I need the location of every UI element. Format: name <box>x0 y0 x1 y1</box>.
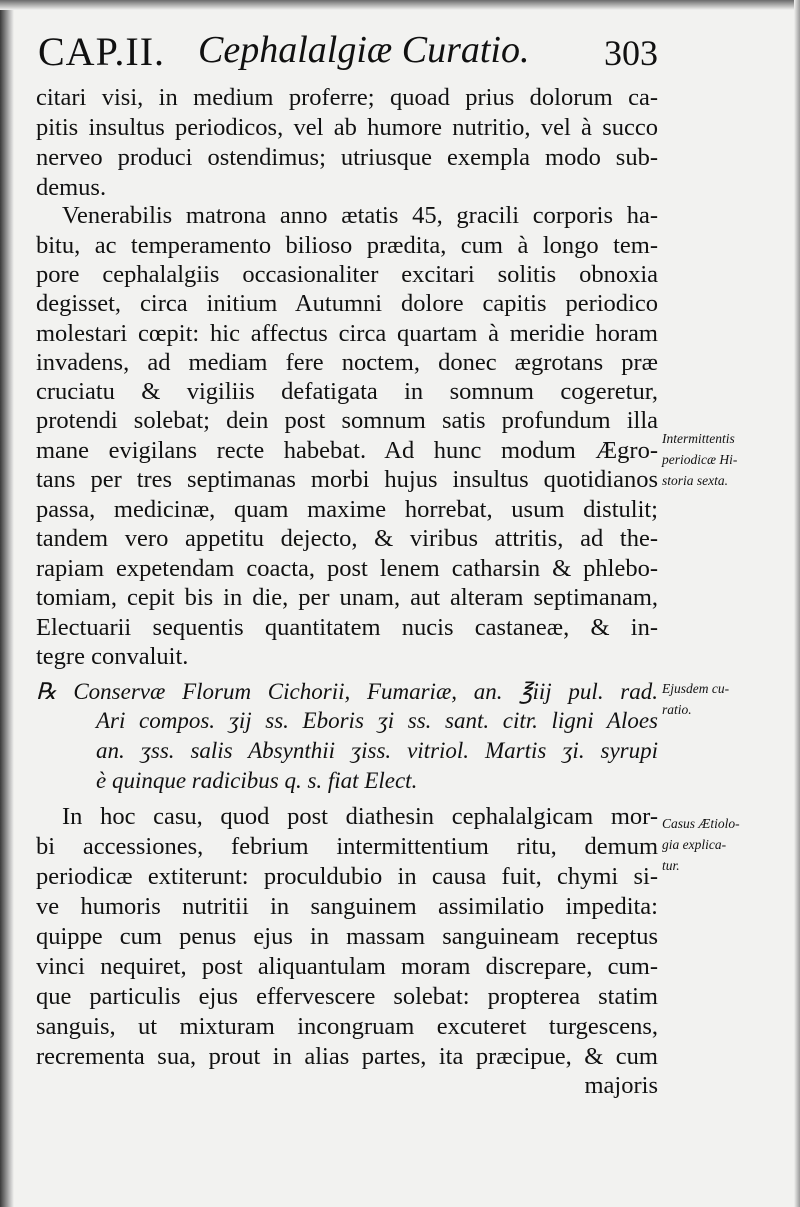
text-line: quippe cum penus ejus in massam sanguineam receptus <box>36 923 658 950</box>
margin-note-line: ratio. <box>662 702 692 717</box>
text-line: tandem vero appetitu dejecto, & viribus attritis, ad the- <box>36 525 658 552</box>
text-line: bitu, ac temperamento bilioso prædita, cum à longo tem- <box>36 232 658 259</box>
text-line: invadens, ad mediam fere noctem, donec ægrotans præ <box>36 349 658 376</box>
text-line: bi accessiones, febrium intermittentium ritu, demum <box>36 833 658 860</box>
text-line: protendi solebat; dein post somnum satis profundum illa <box>36 407 658 434</box>
text-line: mane evigilans recte habebat. Ad hunc modum Ægro- <box>36 437 658 464</box>
text-line: Venerabilis matrona anno ætatis 45, gracili corporis ha- <box>62 202 658 229</box>
text-line: sanguis, ut mixturam incongruam excuteret turgescens, <box>36 1013 658 1040</box>
margin-note <box>662 428 792 491</box>
page-right-shadow <box>794 0 800 1207</box>
margin-note-line: tur. <box>662 858 680 873</box>
text-line: nerveo produci ostendimus; utriusque exempla modo sub- <box>36 144 658 171</box>
page-edge-shadow <box>0 0 14 1207</box>
running-header <box>38 22 658 82</box>
running-title: Cephalalgiæ Curatio. <box>198 29 530 71</box>
recipe-line: an. ʒss. salis Absynthii ʒiss. vitriol. Martis ʒi. syrupi <box>96 738 658 763</box>
text-line: tomiam, cepit bis in die, per unam, aut alteram septimanam, <box>36 584 658 611</box>
text-line: que particulis ejus effervescere solebat: propterea statim <box>36 983 658 1010</box>
text-line: tegre convaluit. <box>36 643 189 670</box>
recipe-line: ℞ Conservæ Florum Cichorii, Fumariæ, an. ℥iij pul. rad. <box>36 679 658 704</box>
text-line: pitis insultus periodicos, vel ab humore nutritio, vel à succo <box>36 114 658 141</box>
text-line: periodicæ extiterunt: proculdubio in causa fuit, chymi si- <box>36 863 658 890</box>
recipe-line: Ari compos. ʒij ss. Eboris ʒi ss. sant. citr. ligni Aloes <box>96 708 658 733</box>
margin-note-line: gia explica- <box>662 837 727 852</box>
text-line: Electuarii sequentis quantitatem nucis castaneæ, & in- <box>36 614 658 641</box>
page-number: 303 <box>604 33 658 73</box>
catchword: majoris <box>584 1072 658 1099</box>
text-line: In hoc casu, quod post diathesin cephalalgicam mor- <box>62 803 658 830</box>
margin-note-line: Casus Ætiolo- <box>662 816 740 831</box>
text-line: vinci nequiret, post aliquantulam moram discrepare, cum- <box>36 953 658 980</box>
text-line: citari visi, in medium proferre; quoad prius dolorum ca- <box>36 84 658 111</box>
text-line: tans per tres septimanas morbi hujus insultus quotidianos <box>36 466 658 493</box>
text-line: degisset, circa initium Autumni dolore capitis periodico <box>36 290 658 317</box>
text-line: pore cephalalgiis occasionaliter excitari solitis obnoxia <box>36 261 658 288</box>
text-line: ve humoris nutritii in sanguinem assimilatio impedita: <box>36 893 658 920</box>
margin-note-line: periodicæ Hi- <box>662 452 738 467</box>
text-line: rapiam expetendam coacta, post lenem catharsin & phlebo- <box>36 555 658 582</box>
chapter-label: CAP.II. <box>38 29 166 74</box>
margin-note-line: Ejusdem cu- <box>662 681 730 696</box>
text-line: molestari cœpit: hic affectus circa quartam à meridie horam <box>36 320 658 347</box>
page-top-shadow <box>0 0 800 10</box>
text-line: demus. <box>36 174 107 201</box>
text-line: cruciatu & vigiliis defatigata in somnum cogeretur, <box>36 378 658 405</box>
margin-note-line: storia sexta. <box>662 473 728 488</box>
text-line: passa, medicinæ, quam maxime horrebat, usum distulit; <box>36 496 658 523</box>
margin-note <box>662 813 792 876</box>
margin-note <box>662 678 792 720</box>
margin-note-line: Intermittentis <box>662 431 735 446</box>
text-line: recrementa sua, prout in alias partes, ita præcipue, & cum <box>36 1043 658 1070</box>
recipe-line: è quinque radicibus q. s. fiat Elect. <box>96 768 418 793</box>
